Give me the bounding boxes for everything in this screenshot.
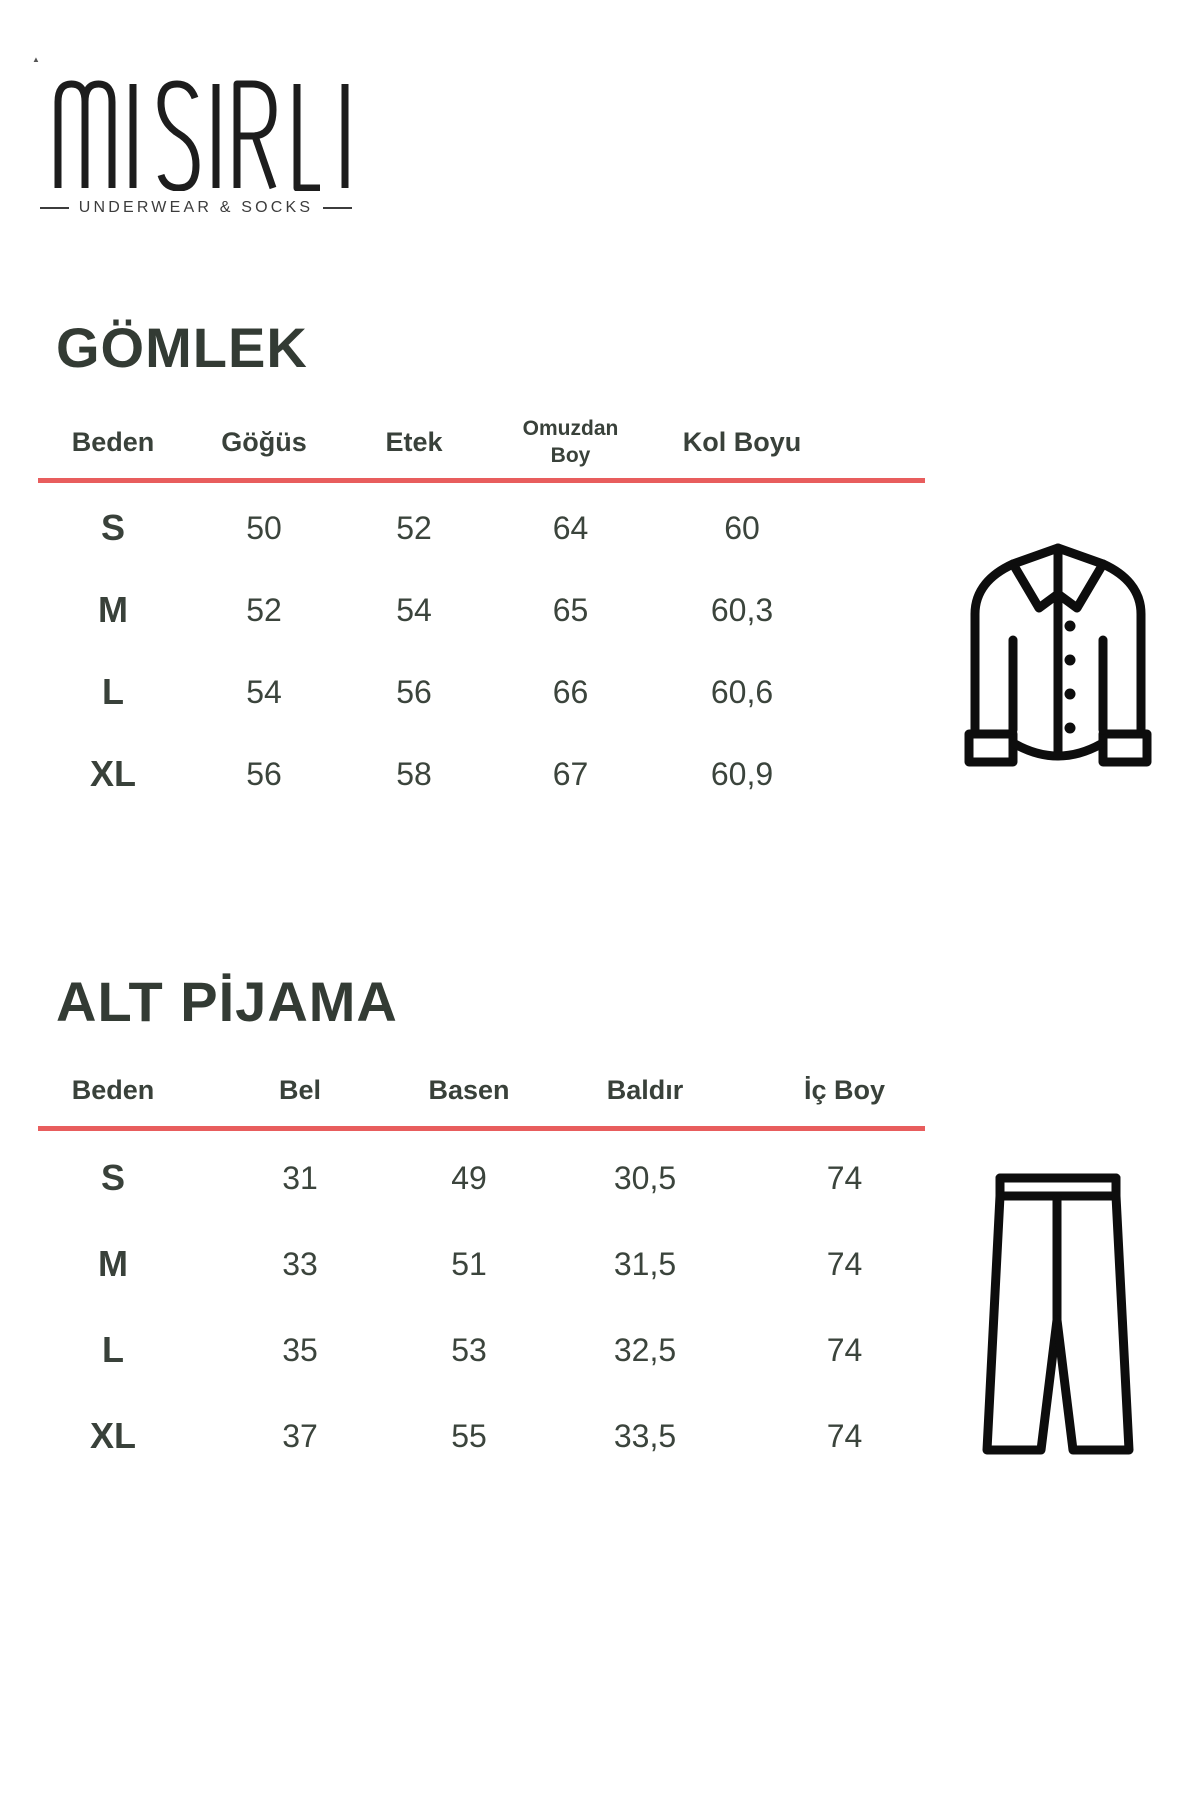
- table-row-s: [38, 487, 925, 569]
- value-cell: 49: [451, 1159, 487, 1196]
- size-cell: M: [98, 589, 128, 630]
- shirt-icon: [953, 536, 1163, 776]
- value-cell: 54: [396, 591, 432, 628]
- value-cell: 60,3: [710, 591, 774, 628]
- column-header-kol-boyu: Kol Boyu: [682, 426, 802, 457]
- brand-tagline: UNDERWEAR & SOCKS: [78, 199, 314, 216]
- size-cell: S: [100, 1157, 125, 1198]
- red-divider: [38, 1126, 925, 1131]
- column-header-beden: Beden: [71, 426, 155, 457]
- column-header-etek: Etek: [385, 426, 443, 457]
- table-row-m: [38, 1221, 925, 1307]
- column-header-ic-boy: İç Boy: [803, 1074, 886, 1105]
- value-cell: 60,6: [710, 673, 774, 710]
- section-title-alt-pijama: ALT PİJAMA: [56, 970, 398, 1033]
- column-header-omuzdan-boy: Omuzdan Boy: [522, 416, 619, 467]
- value-cell: 58: [396, 755, 432, 792]
- value-cell: 53: [451, 1331, 487, 1368]
- value-cell: 74: [826, 1331, 863, 1368]
- section-title-gomlek: GÖMLEK: [56, 316, 308, 379]
- tagline-left-dash: [40, 207, 69, 209]
- pants-icon: [978, 1168, 1138, 1468]
- value-cell: 33: [282, 1245, 318, 1282]
- brand-wordmark-misirli: [40, 76, 350, 191]
- value-cell: 31,5: [613, 1245, 677, 1282]
- value-cell: 67: [552, 755, 589, 792]
- value-cell: 74: [826, 1417, 863, 1454]
- size-cell: L: [102, 1329, 124, 1370]
- value-cell: 31: [282, 1159, 318, 1196]
- size-table-gomlek: [38, 412, 925, 815]
- value-cell: 64: [552, 509, 589, 546]
- value-cell: 65: [552, 591, 589, 628]
- column-header-bel: Bel: [278, 1074, 322, 1105]
- table-header-row: [38, 412, 925, 472]
- table-row-l: [38, 1307, 925, 1393]
- value-cell: 74: [826, 1159, 863, 1196]
- value-cell: 32,5: [613, 1331, 677, 1368]
- value-cell: 52: [246, 591, 282, 628]
- red-divider: [38, 478, 925, 483]
- column-header-basen: Basen: [428, 1074, 510, 1105]
- table-row-xl: [38, 733, 925, 815]
- column-header-baldir: Baldır: [606, 1074, 684, 1105]
- size-cell: XL: [89, 753, 136, 794]
- value-cell: 37: [282, 1417, 318, 1454]
- value-cell: 60: [724, 509, 760, 546]
- size-cell: XL: [89, 1415, 136, 1456]
- logo-registered-mark: ▲: [32, 55, 40, 64]
- brand-logo: [32, 55, 352, 217]
- value-cell: 55: [451, 1417, 487, 1454]
- size-cell: S: [100, 507, 125, 548]
- size-table-alt-pijama: [38, 1060, 925, 1479]
- column-header-beden: Beden: [71, 1074, 155, 1105]
- value-cell: 66: [552, 673, 589, 710]
- table-row-xl: [38, 1393, 925, 1479]
- size-cell: L: [102, 671, 124, 712]
- value-cell: 30,5: [613, 1159, 677, 1196]
- value-cell: 33,5: [613, 1417, 677, 1454]
- value-cell: 51: [451, 1245, 487, 1282]
- value-cell: 35: [282, 1331, 318, 1368]
- tagline-right-dash: [323, 207, 352, 209]
- table-row-l: [38, 651, 925, 733]
- size-cell: M: [98, 1243, 128, 1284]
- value-cell: 50: [246, 509, 282, 546]
- value-cell: 74: [826, 1245, 863, 1282]
- table-header-row: [38, 1060, 925, 1120]
- value-cell: 56: [246, 755, 282, 792]
- value-cell: 54: [246, 673, 282, 710]
- table-row-m: [38, 569, 925, 651]
- value-cell: 56: [396, 673, 432, 710]
- table-row-s: [38, 1135, 925, 1221]
- column-header-gogus: Göğüs: [221, 426, 307, 457]
- value-cell: 52: [396, 509, 432, 546]
- value-cell: 60,9: [710, 755, 774, 792]
